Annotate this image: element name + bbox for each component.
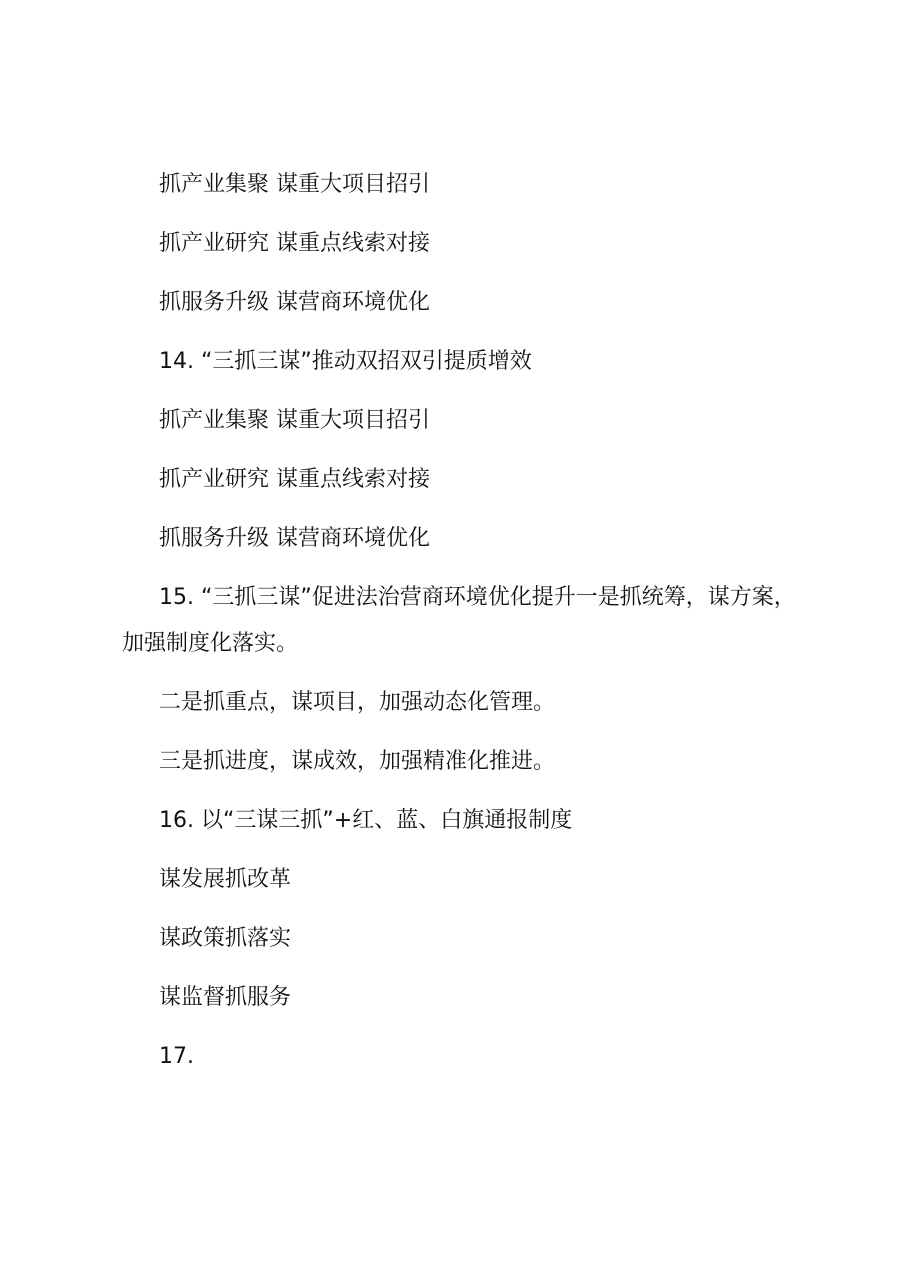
heading-item-15: 15. “三抓三谋”促进法治营商环境优化提升一是抓统筹，谋方案，加强制度化落实。 xyxy=(122,585,796,656)
paragraph-2: 抓产业研究 谋重点线索对接 xyxy=(159,231,430,256)
heading-item-14: 14. “三抓三谋”推动双招双引提质增效 xyxy=(159,349,532,374)
document-body xyxy=(122,162,812,1093)
heading-item-16: 16. 以“三谋三抓”+红、蓝、白旗通报制度 xyxy=(159,808,573,833)
paragraph-10: 三是抓进度，谋成效，加强精准化推进。 xyxy=(159,749,556,774)
paragraph-1: 抓产业集聚 谋重大项目招引 xyxy=(159,172,430,197)
paragraph-5: 抓产业集聚 谋重大项目招引 xyxy=(159,408,430,433)
paragraph-13: 谋政策抓落实 xyxy=(159,926,292,951)
paragraph-14: 谋监督抓服务 xyxy=(159,985,292,1010)
heading-item-17: 17. xyxy=(159,1044,194,1069)
paragraph-12: 谋发展抓改革 xyxy=(159,867,292,892)
paragraph-9: 二是抓重点，谋项目，加强动态化管理。 xyxy=(159,690,556,715)
paragraph-6: 抓产业研究 谋重点线索对接 xyxy=(159,467,430,492)
paragraph-3: 抓服务升级 谋营商环境优化 xyxy=(159,290,430,315)
paragraph-7: 抓服务升级 谋营商环境优化 xyxy=(159,526,430,551)
